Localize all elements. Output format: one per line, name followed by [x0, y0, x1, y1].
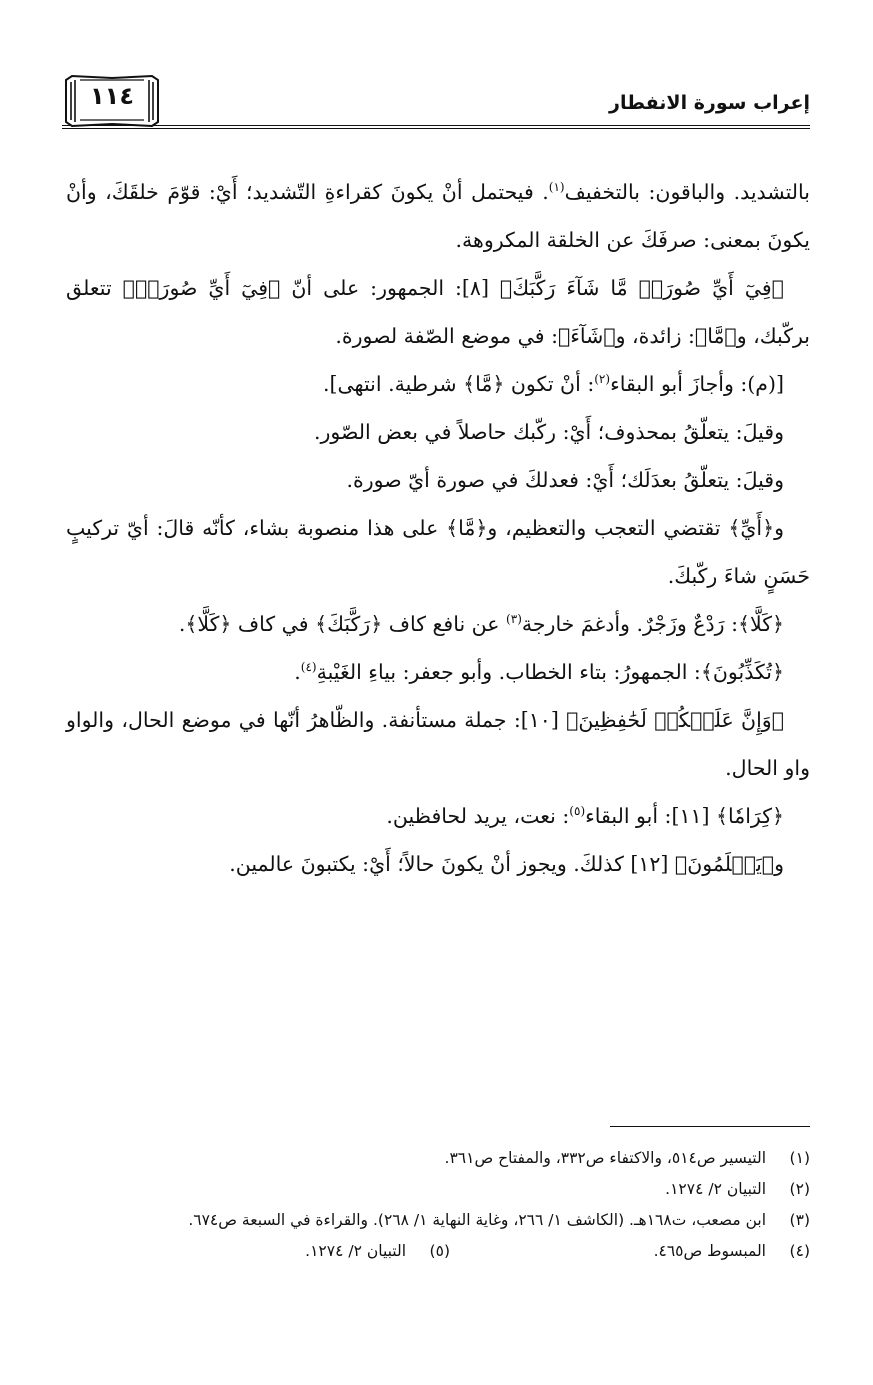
footnote-text: التبيان ٢/ ١٢٧٤. — [305, 1242, 406, 1260]
footnote-number: (٣) — [789, 1211, 810, 1229]
text-run: : أنْ تكون ﴿مَّا﴾ شرطية. انتهى]. — [322, 372, 595, 396]
footnote-number: (٤) — [789, 1242, 810, 1260]
footnote-number: (٢) — [789, 1180, 810, 1198]
main-text — [66, 168, 810, 888]
footnote-item — [66, 1205, 810, 1236]
paragraph — [66, 648, 810, 696]
footnote-text: التبيان ٢/ ١٢٧٤. — [665, 1180, 766, 1198]
paragraph: ﴿وَإِنَّ عَلَيۡكُمۡ لَحَٰفِظِينَ﴾ [١٠]: جملة مستأنفة. والظّاهرُ أنّها في موضع الحال، والواو واو الحال. — [66, 708, 810, 780]
paragraph — [66, 360, 810, 408]
paragraph — [66, 792, 810, 840]
footnote-pair — [66, 1236, 810, 1267]
paragraph: و﴿يَعۡلَمُونَ﴾ [١٢] كذلكَ. ويجوز أنْ يكونَ حالاً؛ أَيْ: يكتبونَ عالمين. — [229, 852, 784, 876]
footnote-item — [450, 1236, 810, 1267]
paragraph: و﴿أَيِّ﴾ تقتضي التعجب والتعظيم، و﴿مَّا﴾ على هذا منصوبة بشاء، كأنّه قالَ: أيّ تركيبٍ حَسَنٍ شاءَ ركّبكَ. — [66, 516, 810, 588]
text-run: ﴿كَلَّا﴾: رَدْعٌ وزَجْرٌ. وأدغمَ خارجة — [521, 612, 784, 636]
footnotes — [66, 1143, 810, 1267]
footnote-ref: (٣) — [506, 612, 522, 627]
footnote-text: ابن مصعب، ت١٦٨هـ. (الكاشف ١/ ٢٦٦، وغاية النهاية ١/ ٢٦٨). والقراءة في السبعة ص٦٧٤. — [188, 1211, 766, 1229]
text-run: . فيحتمل أنْ يكونَ كقراءةِ التّشديد؛ أَيْ: قوّمَ خلقَكَ، وأنْ يكونَ بمعنى: صرفَكَ عن الخلقة المكروهة. — [66, 180, 810, 252]
header-rule — [62, 125, 810, 129]
text-run: . — [294, 660, 301, 684]
page-number: ١١٤ — [84, 82, 140, 110]
footnote-item — [66, 1174, 810, 1205]
paragraph: ﴿فِيٓ أَيِّ صُورَةٖ مَّا شَآءَ رَكَّبَكَ﴾ [٨]: الجمهور: على أنّ ﴿فِيٓ أَيِّ صُورَةٖ﴾ تتعلق بركّبك، و﴿مَّا﴾: زائدة، و﴿شَآءَ﴾: في موضع الصّفة لصورة. — [66, 276, 810, 348]
footnote-ref: (٢) — [594, 372, 611, 387]
footnote-ref: (٤) — [300, 660, 317, 675]
footnote-text: التيسير ص٥١٤، والاكتفاء ص٣٣٢، والمفتاح ص٣٦١. — [444, 1149, 766, 1167]
text-run: ﴿تُكَذِّبُونَ﴾: الجمهورُ: بتاء الخطاب. وأبو جعفر: بياءِ الغَيْبةِ — [316, 660, 784, 684]
footnote-ref: (٥) — [569, 804, 586, 819]
running-title: إعراب سورة الانفطار — [609, 92, 810, 114]
text-run: ﴿كِرَامٗا﴾ [١١]: أبو البقاء — [585, 804, 784, 828]
footnote-separator — [610, 1126, 810, 1127]
text-run: بالتشديد. والباقون: بالتخفيف — [564, 180, 810, 204]
paragraph: وقيلَ: يتعلّقُ بعدَلَك؛ أَيْ: فعدلكَ في صورة أيّ صورة. — [346, 468, 784, 492]
footnote-number: (٥) — [429, 1242, 450, 1260]
paragraph — [66, 168, 810, 264]
footnote-item — [66, 1143, 810, 1174]
footnote-ref: (١) — [548, 180, 565, 195]
footnote-number: (١) — [789, 1149, 810, 1167]
paragraph — [66, 600, 810, 648]
footnote-text: المبسوط ص٤٦٥. — [653, 1242, 766, 1260]
page-header — [62, 70, 810, 140]
text-run: : نعت، يريد لحافظين. — [386, 804, 570, 828]
paragraph: وقيلَ: يتعلّقُ بمحذوف؛ أَيْ: ركّبك حاصلاً في بعض الصّور. — [314, 420, 784, 444]
footnote-item — [90, 1236, 450, 1267]
text-run: [(م): وأجازَ أبو البقاء — [610, 372, 784, 396]
text-run: عن نافع كاف ﴿رَكَّبَكَ﴾ في كاف ﴿كَلَّا﴾. — [178, 612, 507, 636]
